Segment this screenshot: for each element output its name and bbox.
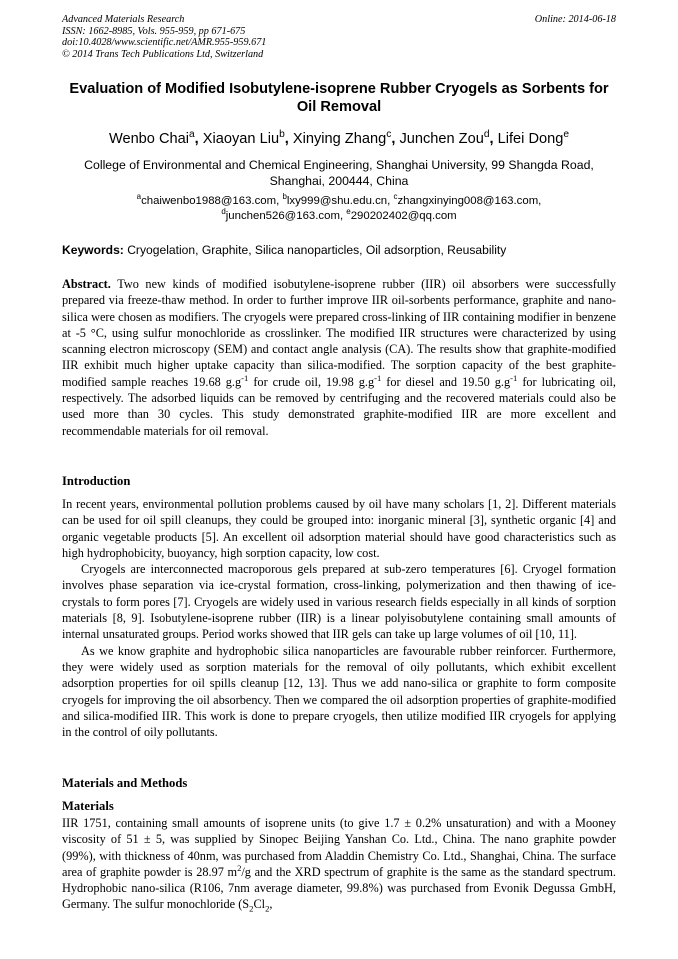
- exponent: -1: [241, 372, 249, 383]
- materials-text: Cl: [253, 897, 266, 912]
- abstract-text: for lubricating oil, respectively. The adsorbed liquids can be removed by centrifuging and the recovered materials could also be used more than 30 cycles. This study demonstrated graphite-modified IIR are more excellent and recommendable materials for oil removal.: [62, 374, 616, 438]
- subscript: 2: [265, 903, 270, 914]
- introduction-body: [62, 496, 616, 740]
- copyright-line: © 2014 Trans Tech Publications Ltd, Switzerland: [62, 48, 264, 60]
- methods-heading: Materials and Methods: [62, 776, 188, 790]
- materials-text: /g and the XRD spectrum of graphite is the same as the standard spectrum. Hydrophobic nano-silica (R106, 7nm average diameter, 99.8%) was purchased from Evonik Degussa GmbH, Germany. The sulfur monochloride (S: [62, 864, 616, 912]
- introduction-heading: Introduction: [62, 474, 131, 488]
- author-name: Junchen Zou: [399, 131, 484, 147]
- author-list: Wenbo Chai$^a$, Xiaoyan Liu$^b$, Xinying Zhang$^c$, Junchen Zou$^d$, Lifei Dong$^e$: [108, 129, 570, 147]
- email-mark: d: [221, 207, 226, 217]
- email-address: lxy999@shu.edu.cn,: [286, 195, 391, 207]
- email-mark: b: [282, 192, 287, 202]
- email-mark: e: [346, 207, 351, 217]
- abstract-text: for crude oil, 19.98 g.g: [248, 374, 375, 389]
- keywords: [62, 243, 616, 258]
- email-list: [62, 194, 616, 224]
- author-name: Lifei Dong: [497, 131, 564, 147]
- materials-subheading: Materials: [62, 799, 114, 813]
- email-address: junchen526@163.com,: [225, 210, 344, 222]
- exponent: -1: [374, 372, 382, 383]
- paragraph: Cryogels are interconnected macroporous gels prepared at sub-zero temperatures [6]. Cryogel formation involves phase separation via ice-crystal formation, cross-linking, polymerization and then thawing of ice-crystals to form pores [7]. Cryogels are widely used in various research fields especially in all kinds of sorption materials [8, 9]. Isobutylene-isoprene rubber (IIR) is a linear polyisobutylene containing small amounts of internal unsaturated groups. Period works showed that IIR gels can take up large volumes of oil [10, 11].: [62, 562, 616, 642]
- paragraph: As we know graphite and hydrophobic silica nanoparticles are favourable rubber reinforcer. Furthermore, they were widely used as sorption materials for the removal of oily pollutants, which exhibit excellent adsorption properties for oil spills cleanup [12, 13]. Thus we add nano-silica or graphite to form composite cryogels for improving the oil absorbency. Then we compared the oil adsorption properties of graphite-modified and silica-modified IIR. This work is done to prepare cryogels, then utilize modified IIR cryogels for applying in the control of oily pollutants.: [62, 643, 616, 740]
- email-address: zhangxinying008@163.com,: [397, 195, 542, 207]
- materials-body: [62, 815, 616, 913]
- paper-title: Evaluation of Modified Isobutylene-isoprene Rubber Cryogels as Sorbents for Oil Removal: [69, 81, 609, 115]
- abstract: [62, 276, 616, 439]
- journal-name: Advanced Materials Research: [62, 14, 185, 25]
- email-mark: a: [136, 192, 142, 202]
- author-mark: d: [483, 129, 490, 141]
- abstract-label: Abstract.: [62, 277, 111, 291]
- exponent: -1: [510, 372, 518, 383]
- author-mark: b: [279, 129, 285, 141]
- author-name: Wenbo Chai: [108, 131, 189, 147]
- issn-line: ISSN: 1662-8985, Vols. 955-959, pp 671-675: [62, 25, 246, 37]
- materials-text: IIR 1751, containing small amounts of isoprene units (to give 1.7 ± 0.2% unsaturation) and with a Mooney viscosity of 51 ± 5, was supplied by Sinopec Beijing Yanshan Co. Ltd., China. The nano graphite powder (99%), with thickness of 40nm, was purchased from Aladdin Chemistry Co. Ltd., Shanghai, China. The surface area of graphite powder is 28.97 m: [62, 816, 616, 879]
- email-address: chaiwenbo1988@163.com,: [141, 195, 280, 207]
- author-name: Xiaoyan Liu: [202, 131, 280, 147]
- journal-header: [62, 14, 616, 60]
- paragraph: In recent years, environmental pollution problems caused by oil have many scholars [1, 2]. Different materials can be used for oil spill cleanups, they could be grouped into: inorganic mineral [3], synthetic organic [4] and organic vegetable products [5]. An excellent oil adsorption material should have good characteristics such as high hydrophobicity, buoyancy, high sorption capacity, low cost.: [62, 497, 616, 560]
- keywords-text: Cryogelation, Graphite, Silica nanoparticles, Oil adsorption, Reusability: [127, 243, 507, 257]
- exponent: 2: [237, 862, 242, 873]
- author-mark: c: [386, 129, 392, 141]
- author-mark: a: [188, 129, 195, 141]
- email-mark: c: [393, 192, 398, 202]
- affiliation: College of Environmental and Chemical Engineering, Shanghai University, 99 Shangda Road, Shanghai, 200444, China: [84, 158, 594, 188]
- doi-line: doi:10.4028/www.scientific.net/AMR.955-959.671: [62, 37, 267, 49]
- author-mark: e: [563, 129, 570, 141]
- abstract-text: for diesel and 19.50 g.g: [381, 374, 511, 389]
- materials-text: ,: [269, 897, 273, 912]
- online-date: Online: 2014-06-18: [534, 14, 616, 25]
- email-address: 290202402@qq.com: [350, 210, 457, 222]
- keywords-label: Keywords:: [62, 243, 124, 257]
- author-name: Xinying Zhang: [292, 131, 387, 147]
- abstract-text: Two new kinds of modified isobutylene-isoprene rubber (IIR) oil absorbers were successfully prepared via freeze-thaw method. In order to further improve IIR oil-sorbents performance, graphite and nano-silica were chosen as modifiers. The cryogels were prepared cross-linking of IIR containing modifier in benzene at -5 °C, using sulfur monochloride as crosslinker. The modified IIR structures were characterized by using scanning electron microscopy (SEM) and contact angle analysis (CA). The results show that graphite-modified IIR exhibit much higher uptake capacity than silica-modified. The sorption capacity of the best graphite-modified sample reaches 19.68 g.g: [62, 277, 616, 389]
- subscript: 2: [249, 903, 254, 914]
